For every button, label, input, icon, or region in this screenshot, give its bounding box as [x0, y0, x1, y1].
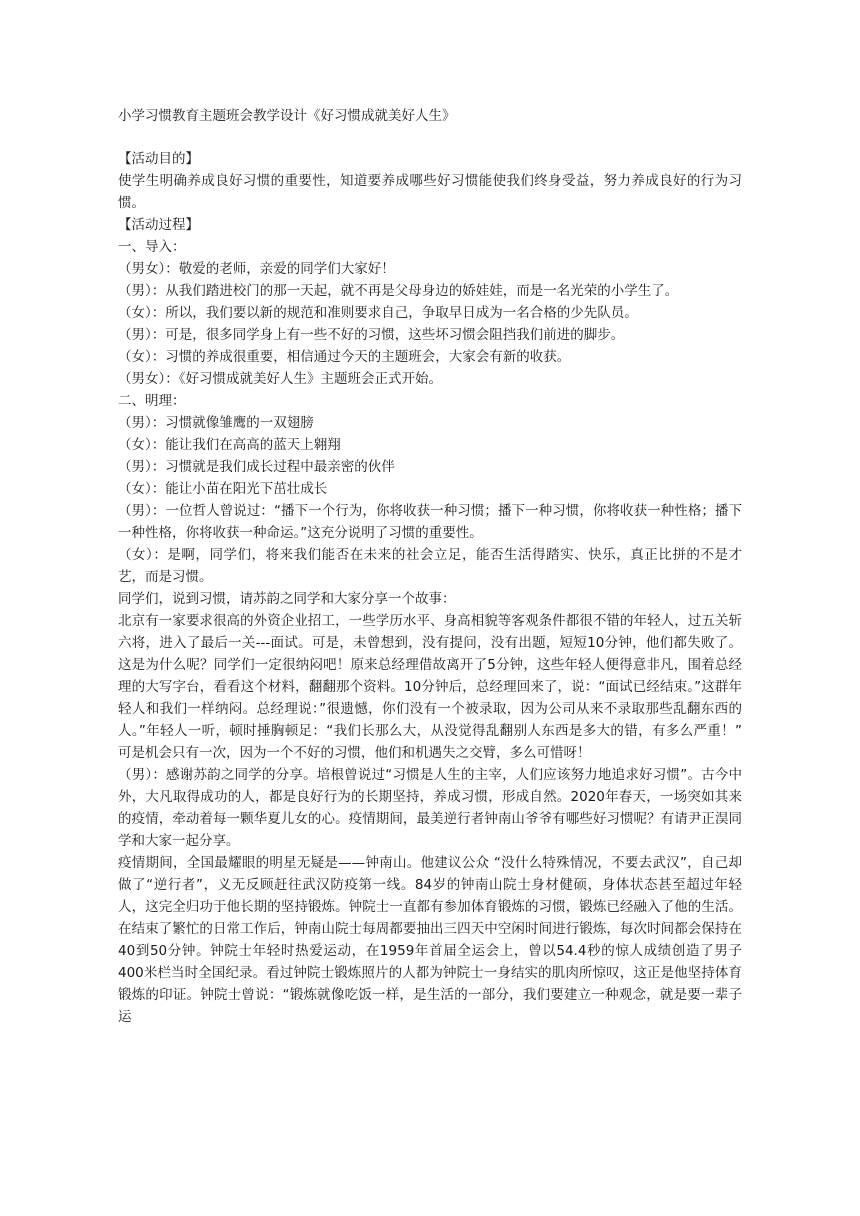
paragraph: （女）：习惯的养成很重要，相信通过今天的主题班会，大家会有新的收获。 — [118, 349, 571, 365]
paragraph: （女）：是啊，同学们，将来我们能否在未来的社会立足，能否生活得踏实、快乐，真正比拼的不是才艺，而是习惯。 — [118, 547, 742, 585]
paragraph: （男）：可是，很多同学身上有一些不好的习惯，这些坏习惯会阻挡我们前进的脚步。 — [118, 327, 625, 343]
subsection-heading-intro: 一、导入： — [118, 239, 186, 255]
paragraph: （男）：一位哲人曾说过：“播下一个行为，你将收获一种习惯；播下一种习惯，你将收获一种性格；播下一种性格，你将收获一种命运。”这充分说明了习惯的重要性。 — [118, 503, 742, 541]
paragraph: （女）：所以，我们要以新的规范和准则要求自己，争取早日成为一名合格的少先队员。 — [118, 305, 638, 321]
paragraph: （男）：从我们踏进校门的那一天起，就不再是父母身边的娇娃娃，而是一名光荣的小学生了。 — [118, 283, 679, 299]
paragraph: 北京有一家要求很高的外资企业招工，一些学历水平、身高相貌等客观条件都很不错的年轻人，过五关斩六将，进入了最后一关---面试。可是，未曾想到，没有提问，没有出题，短短10分钟，他们都失败了。这是为什么呢？同学们一定很纳闷吧！原来总经理借故离开了5分钟，这些年轻人便得意非凡，围着总经理的大写字台，看看这个材料，翻翻那个资料。10分钟后，总经理回来了，说：“面试已经结束。”这群年轻人和我们一样纳闷。总经理说：”很遗憾，你们没有一个被录取，因为公司从来不录取那些乱翻东西的人。”年轻人一听，顿时捶胸顿足：“我们长那么大，从没觉得乱翻别人东西是多大的错，有多么严重！” 可是机会只有一次，因为一个不好的习惯，他们和机遇失之交臂，多么可惜呀！ — [118, 613, 742, 761]
document-title: 小学习惯教育主题班会教学设计《好习惯成就美好人生》 — [118, 108, 456, 124]
paragraph: 同学们，说到习惯，请苏韵之同学和大家分享一个故事： — [118, 591, 456, 607]
paragraph: 使学生明确养成良好习惯的重要性，知道要养成哪些好习惯能使我们终身受益，努力养成良好的行为习惯。 — [118, 173, 742, 211]
section-heading-process: 【活动过程】 — [118, 217, 199, 233]
subsection-heading-reasoning: 二、明理： — [118, 393, 186, 409]
paragraph: （男女）：《好习惯成就美好人生》主题班会正式开始。 — [118, 371, 442, 387]
section-heading-purpose: 【活动目的】 — [118, 151, 199, 167]
paragraph: 疫情期间，全国最耀眼的明星无疑是——钟南山。他建议公众 “没什么特殊情况，不要去武汉”，自己却做了“逆行者”，义无反顾赶往武汉防疫第一线。84岁的钟南山院士身材健硕，身体状态甚至超过年轻人，这完全归功于他长期的坚持锻炼。钟院士一直都有参加体育锻炼的习惯，锻炼已经融入了他的生活。在结束了繁忙的日常工作后，钟南山院士每周都要抽出三四天中空闲时间进行锻炼，每次时间都会保持在40到50分钟。钟院士年轻时热爱运动，在1959年首届全运会上，曾以54.4秒的惊人成绩创造了男子400米栏当时全国纪录。看过钟院士锻炼照片的人都为钟院士一身结实的肌肉所惊叹，这正是他坚持体育锻炼的印证。钟院士曾说：“锻炼就像吃饭一样，是生活的一部分，我们要建立一种观念，就是要一辈子运 — [118, 855, 742, 1025]
paragraph: （男女）：敬爱的老师，亲爱的同学们大家好！ — [118, 261, 395, 277]
paragraph: （女）：能让小苗在阳光下茁壮成长 — [118, 481, 328, 497]
paragraph: （女）：能让我们在高高的蓝天上翱翔 — [118, 437, 341, 453]
paragraph: （男）：感谢苏韵之同学的分享。培根曾说过“习惯是人生的主宰，人们应该努力地追求好习惯”。古今中外，大凡取得成功的人，都是良好行为的长期坚持，养成习惯，形成自然。2020年春天，一场突如其来的疫情，牵动着每一颗华夏儿女的心。疫情期间，最美逆行者钟南山爷爷有哪些好习惯呢？有请尹正淏同学和大家一起分享。 — [118, 767, 742, 849]
paragraph: （男）：习惯就是我们成长过程中最亲密的伙伴 — [118, 459, 395, 475]
paragraph: （男）：习惯就像雏鹰的一双翅膀 — [118, 415, 314, 431]
document-body — [118, 148, 742, 1028]
